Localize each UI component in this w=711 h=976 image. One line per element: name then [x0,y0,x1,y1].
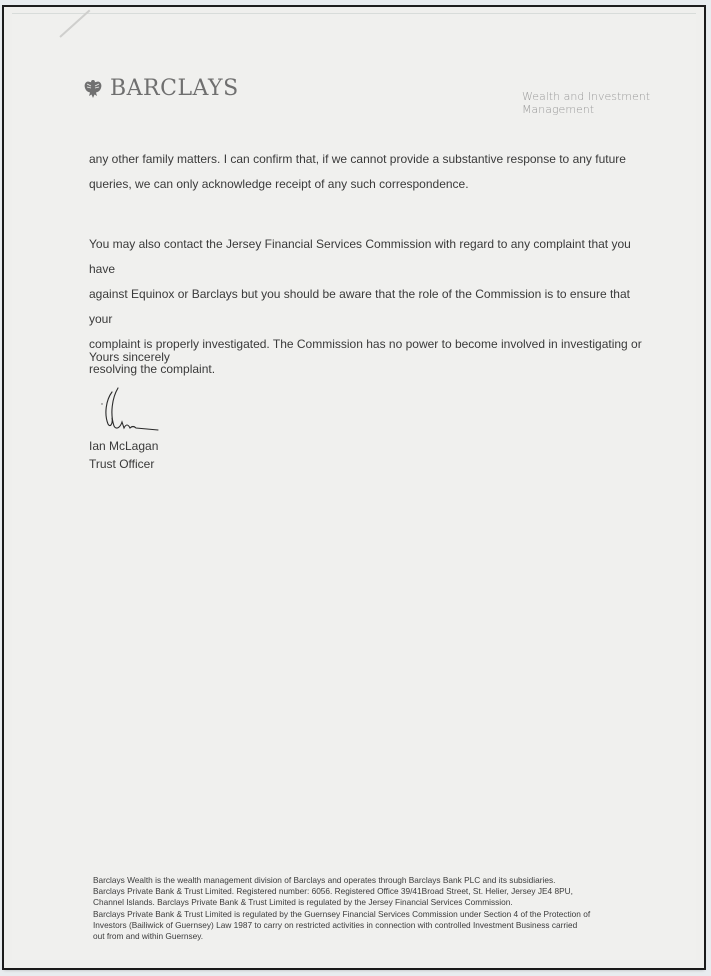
barclays-logo [82,76,239,101]
text-line: You may also contact the Jersey Financial Services Commission with regard to any complaint that you have [89,237,631,276]
paragraph-1 [89,147,649,197]
footer-line: Investors (Bailiwick of Guernsey) Law 1987 to carry on restricted activities in connection with controlled Investment Business carried [93,919,578,930]
text-line: against Equinox or Barclays but you should be aware that the role of the Commission is to ensure that your [89,287,630,326]
signer-name: Ian McLagan [89,439,159,453]
legal-footer [93,875,653,942]
text-line: queries, we can only acknowledge receipt of any such correspondence. [89,177,469,191]
division-name [522,90,650,116]
signer-title: Trust Officer [89,457,155,471]
footer-line: Barclays Private Bank & Trust Limited is regulated by the Guernsey Financial Services Commission under Section 4 of the Protection of [93,908,591,919]
paper-crease [59,9,90,37]
brand-name: BARCLAYS [110,76,239,101]
closing-salutation: Yours sincerely [89,350,170,364]
eagle-icon [82,78,104,100]
footer-line: Channel Islands. Barclays Private Bank & Trust Limited is regulated by the Jersey Financial Services Commission. [93,897,513,908]
footer-line: Barclays Private Bank & Trust Limited. Registered number: 6056. Registered Office 39/41Broad Street, St. Helier, Jersey JE4 8PU, [93,886,573,897]
text-line: complaint is properly investigated. The Commission has no power to become involved in investigating or [89,337,642,351]
signature-icon [100,384,160,436]
division-line-2: Management [522,103,595,116]
footer-line: out from and within Guernsey. [93,931,204,942]
text-line: resolving the complaint. [89,362,216,376]
division-line-1: Wealth and Investment [522,90,651,103]
footer-line: Barclays Wealth is the wealth management division of Barclays and operates through Barclays Bank PLC and its subsidiaries. [93,875,556,885]
text-line: any other family matters. I can confirm that, if we cannot provide a substantive response to any future [89,152,626,166]
document-reference-code [30,905,40,945]
